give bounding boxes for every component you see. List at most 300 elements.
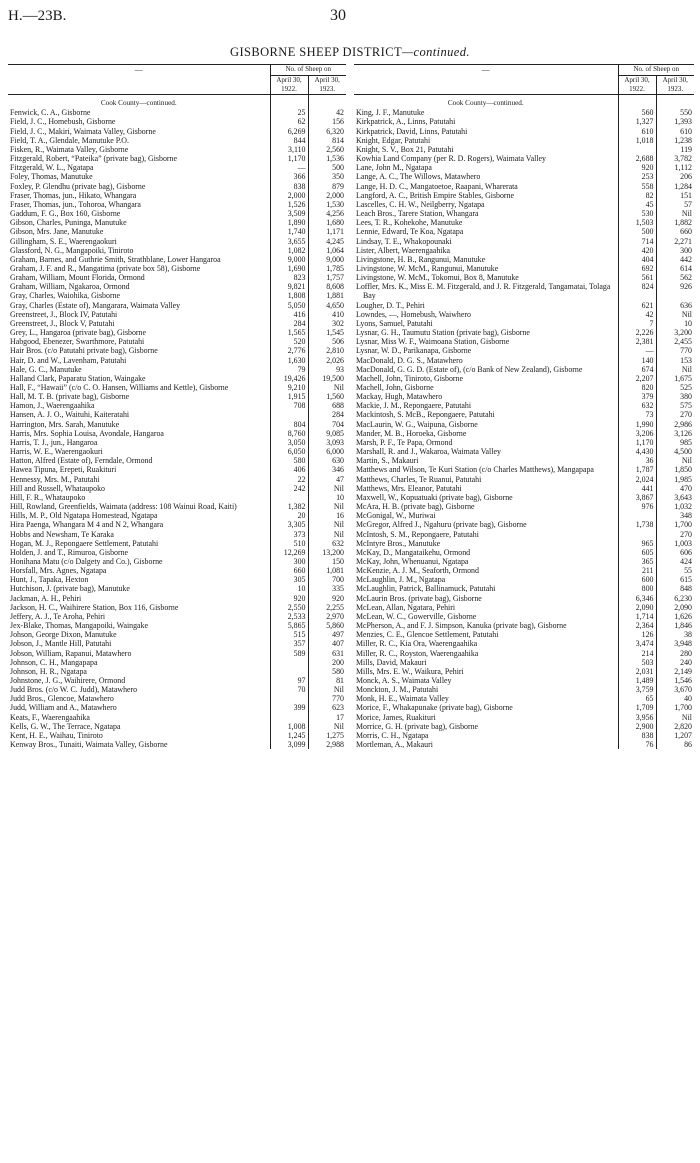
owner-name: Harrington, Mrs. Sarah, Manutuke	[10, 419, 120, 429]
sheep-1923: Nil	[308, 722, 346, 731]
sheep-1922: 373	[270, 530, 308, 539]
sheep-1923: 16	[308, 511, 346, 520]
sheep-1923: 614	[656, 264, 694, 273]
owner-name: Marsh, P. F., Te Papa, Ormond	[356, 437, 453, 447]
owner-name: Miller, R. C., Royston, Waerengaahika	[356, 648, 479, 658]
owner-name: MacLaurin, W. G., Waipuna, Gisborne	[356, 419, 478, 429]
sheep-1922: 399	[270, 703, 308, 712]
sheep-1922: 420	[618, 246, 656, 255]
sheep-1922	[618, 145, 656, 154]
sheep-1923: Nil	[656, 310, 694, 319]
sheep-1923: 1,275	[308, 731, 346, 740]
sheep-1923: 151	[656, 191, 694, 200]
table-row	[8, 282, 346, 291]
owner-name: Hira Paenga, Whangara M 4 and N 2, Whangara	[10, 520, 164, 530]
sheep-1923: Nil	[656, 209, 694, 218]
sheep-1922: 3,050	[270, 438, 308, 447]
sheep-1923: 1,207	[656, 731, 694, 740]
sheep-1922: 6,050	[270, 447, 308, 456]
sheep-1923: 3,643	[656, 493, 694, 502]
owner-name: Field, T. A., Glendale, Manutuke P.O.	[10, 135, 129, 145]
sheep-1922: 211	[618, 566, 656, 575]
sheep-1923: 2,820	[656, 722, 694, 731]
sheep-1923: 615	[656, 575, 694, 584]
sheep-1922: 97	[270, 676, 308, 685]
sheep-1923: 610	[656, 127, 694, 136]
owner-name: Hawea Tipuna, Erepeti, Ruakituri	[10, 465, 117, 475]
owner-name: Gibson, Charles, Puninga, Manutuke	[10, 218, 127, 228]
owner-name: Hobbs and Newsham, Te Karaka	[10, 529, 114, 539]
sheep-1923: 1,546	[656, 676, 694, 685]
owner-name: Mackay, Hugh, Matawhero	[356, 392, 443, 402]
owner-name: McLaughlin, Patrick, Ballinamuck, Patutahi	[356, 584, 496, 594]
table-row	[354, 740, 694, 749]
sheep-1923: 920	[308, 594, 346, 603]
owner-name: Lister, Albert, Waerengaahika	[356, 245, 450, 255]
table-row	[8, 429, 346, 438]
table-row	[8, 502, 346, 511]
sheep-1922: —	[618, 346, 656, 355]
table-row	[8, 658, 346, 667]
sheep-1922: 416	[270, 310, 308, 319]
sheep-1923: 119	[656, 145, 694, 154]
sheep-1923: 407	[308, 639, 346, 648]
owner-name: Lange, H. D. C., Mangatoetoe, Raapani, Wharerata	[356, 181, 518, 191]
sheep-1922: 70	[270, 685, 308, 694]
table-row	[354, 328, 694, 337]
sheep-1923: 4,500	[656, 447, 694, 456]
owner-name: MacDonald, D. G. S., Matawhero	[356, 355, 463, 365]
owner-name: Johnson, C. H., Mangapapa	[10, 657, 98, 667]
sheep-1923: 3,093	[308, 438, 346, 447]
sheep-1923: 2,090	[656, 603, 694, 612]
year-1922-line2: 1922.	[281, 85, 297, 94]
table-row	[8, 374, 346, 383]
owner-name: Judd, William and A., Matawhero	[10, 703, 117, 713]
owner-name: Honihana Matu (c/o Dalgety and Co.), Gisborne	[10, 556, 163, 566]
owner-name: McAra, H. B. (private bag), Gisborne	[356, 502, 475, 512]
sheep-1923: 200	[308, 658, 346, 667]
sheep-1923: 270	[656, 530, 694, 539]
table-row	[8, 667, 346, 676]
sheep-1923: 240	[656, 658, 694, 667]
table-row	[354, 685, 694, 694]
owner-name: Keats, F., Waerengaahika	[10, 712, 90, 722]
sheep-1922: 3,759	[618, 685, 656, 694]
sheep-1923: 6,230	[656, 594, 694, 603]
owner-name: Judd Bros., Glencoe, Matawhero	[10, 694, 114, 704]
sheep-1923: 1,785	[308, 264, 346, 273]
table-row	[354, 667, 694, 676]
sheep-1922	[270, 713, 308, 722]
table-row	[354, 584, 694, 593]
table-row	[354, 520, 694, 529]
owner-name: Hair Bros. (c/o Patutahi private bag), Gisborne	[10, 346, 158, 356]
table-row	[8, 520, 346, 529]
sheep-1922: 2,031	[618, 667, 656, 676]
table-row	[8, 484, 346, 493]
table-row	[8, 548, 346, 557]
year-1922-line1-right: April 30,	[624, 76, 650, 84]
owner-name: Langford, A. C., British Empire Stables, Gisborne	[356, 190, 515, 200]
sheep-1922: 800	[618, 584, 656, 593]
section-heading-right: Cook County—continued.	[447, 99, 524, 108]
table-row	[354, 310, 694, 319]
sheep-1922: 1,082	[270, 246, 308, 255]
table-row	[354, 475, 694, 484]
owner-name: Hatton, Alfred (Estate of), Ferndale, Ormond	[10, 456, 153, 466]
table-row	[354, 502, 694, 511]
sheep-1923: 10	[656, 319, 694, 328]
table-row	[354, 383, 694, 392]
sheep-1922: 3,655	[270, 237, 308, 246]
sheep-1922: 976	[618, 502, 656, 511]
table-row	[8, 530, 346, 539]
table-row	[8, 703, 346, 712]
owner-name: Halland Clark, Paparatu Station, Waingake	[10, 373, 146, 383]
sheep-1922: 36	[618, 456, 656, 465]
sheep-1923: 350	[308, 172, 346, 181]
table-row	[8, 447, 346, 456]
table-row	[8, 676, 346, 685]
sheep-1923: 1,700	[656, 520, 694, 529]
year-1922-line1: April 30,	[276, 76, 302, 84]
table-row	[8, 410, 346, 419]
sheep-1923: 38	[656, 630, 694, 639]
sheep-1922: 1,245	[270, 731, 308, 740]
owner-name: Hogan, M. J., Repongaere Settlement, Patutahi	[10, 538, 159, 548]
sheep-1922: 2,024	[618, 475, 656, 484]
table-row	[354, 182, 694, 191]
sheep-1923: 700	[308, 575, 346, 584]
name-column-header-right: —	[354, 65, 618, 95]
owner-name: Lennie, Edward, Te Koa, Ngatapa	[356, 227, 464, 237]
sheep-1922: 844	[270, 136, 308, 145]
sheep-1923: 632	[308, 539, 346, 548]
owner-name: Glassford, N. G., Mangapoiki, Tiniroto	[10, 245, 134, 255]
sheep-1922: 838	[270, 182, 308, 191]
owner-name: Lysnar, Miss W. F., Waimoana Station, Gisborne	[356, 337, 510, 347]
owner-name: Loffler, Mrs. K., Miss E. M. Fitzgerald, and J. R. Fitzgerald, Tangamatai, Tolaga Bay	[356, 282, 611, 301]
table-row	[354, 612, 694, 621]
sheep-1922: 305	[270, 575, 308, 584]
owner-name: McIntosh, S. M., Repongaere, Patutahi	[356, 529, 479, 539]
year-1923-line2-right: 1923.	[667, 85, 684, 94]
table-row	[8, 493, 346, 502]
owner-name: Gibson, Mrs. Jane, Manutuke	[10, 227, 104, 237]
table-row	[8, 603, 346, 612]
sheep-1922: 4,430	[618, 447, 656, 456]
table-row	[8, 557, 346, 566]
sheep-1923: 1,545	[308, 328, 346, 337]
sheep-1922: 79	[270, 365, 308, 374]
sheep-1923: Nil	[308, 484, 346, 493]
table-row	[8, 328, 346, 337]
sheep-1923: 506	[308, 337, 346, 346]
sheep-1923: 1,112	[656, 163, 694, 172]
owner-name: Fraser, Thomas, jun., Tohoroa, Whangara	[10, 199, 141, 209]
table-row	[354, 255, 694, 264]
sheep-1923: 410	[308, 310, 346, 319]
table-row	[8, 511, 346, 520]
sheep-1923: 2,026	[308, 356, 346, 365]
left-table-body	[8, 95, 346, 749]
table-row	[8, 255, 346, 264]
owner-name: Machell, John, Tiniroto, Gisborne	[356, 373, 463, 383]
owner-name: Livingstone, W. McM., Tokomui, Box 8, Manutuke	[356, 273, 519, 283]
sheep-1922: 589	[270, 649, 308, 658]
table-row	[354, 365, 694, 374]
sheep-1923: 93	[308, 365, 346, 374]
sheep-1922: 503	[618, 658, 656, 667]
sheep-1922	[270, 493, 308, 502]
owner-name: McKenzie, A. J. M., Seaforth, Ormond	[356, 566, 479, 576]
sheep-1922: 1,709	[618, 703, 656, 712]
sheep-1923: 153	[656, 356, 694, 365]
sheep-1923: 40	[656, 694, 694, 703]
owner-name: Matthews and Wilson, Te Kuri Station (c/o Charles Matthews), Mangapapa	[356, 465, 594, 475]
sheep-1922: 1,382	[270, 502, 308, 511]
sheep-1922: 284	[270, 319, 308, 328]
table-row	[8, 237, 346, 246]
owner-name: Kirkpatrick, A., Linns, Patutahi	[356, 117, 456, 127]
owner-name: Kowhia Land Company (per R. D. Rogers), Waimata Valley	[356, 154, 546, 164]
sheep-heading-right: No. of Sheep on	[618, 65, 694, 76]
owner-name: Greenstreet, J., Block IV, Patutahi	[10, 309, 118, 319]
table-row	[8, 154, 346, 163]
sheep-1923: 300	[656, 246, 694, 255]
sheep-1922: 3,110	[270, 145, 308, 154]
owner-name: Monk, H. E., Waimata Valley	[356, 694, 449, 704]
table-row	[8, 136, 346, 145]
owner-name: Graham, William, Mount Florida, Ormond	[10, 273, 145, 283]
table-row	[354, 420, 694, 429]
sheep-1922: 838	[618, 731, 656, 740]
sheep-1923: 1,284	[656, 182, 694, 191]
page-title	[0, 45, 700, 60]
table-row	[354, 676, 694, 685]
sheep-1922: 560	[618, 108, 656, 117]
owner-name: Lange, A. C., The Willows, Matawhero	[356, 172, 481, 182]
table-row	[354, 594, 694, 603]
table-row	[8, 337, 346, 346]
title-suffix: —continued.	[402, 45, 470, 59]
owner-name: Monckton, J. M., Patutahi	[356, 685, 439, 695]
sheep-1922	[270, 694, 308, 703]
owner-name: Jeffery, A. J., Te Aroha, Pehiri	[10, 611, 106, 621]
sheep-1923: 704	[308, 420, 346, 429]
owner-name: Gillingham, S. E., Waerengaokuri	[10, 236, 117, 246]
table-row	[8, 731, 346, 740]
sheep-1923: 81	[308, 676, 346, 685]
sheep-1923: 4,245	[308, 237, 346, 246]
sheep-1922: 1,690	[270, 264, 308, 273]
table-row	[8, 310, 346, 319]
year-1923-line2: 1923.	[319, 85, 336, 94]
owner-name: Judd Bros. (c/o W. C. Judd), Matawhero	[10, 685, 138, 695]
table-row	[354, 136, 694, 145]
owner-name: King, J. F., Manutuke	[356, 108, 425, 118]
owner-name: Fitzgerald, W. L., Ngatapa	[10, 163, 94, 173]
owner-name: Marshall, R. and J., Wakaroa, Waimata Valley	[356, 447, 501, 457]
sheep-1922: 1,890	[270, 218, 308, 227]
right-table-body	[354, 95, 694, 749]
table-row	[8, 539, 346, 548]
sheep-1922: 6,346	[618, 594, 656, 603]
sheep-1922: 253	[618, 172, 656, 181]
sheep-1922: 10	[270, 584, 308, 593]
table-row	[354, 401, 694, 410]
sheep-1923: 284	[308, 410, 346, 419]
table-row	[8, 117, 346, 126]
owner-name: Mills, Mrs. E. W., Waikura, Pehiri	[356, 666, 464, 676]
owner-name: Lowndes, —, Homebush, Waiwhero	[356, 309, 471, 319]
owner-name: Fraser, Thomas, jun., Hikato, Whangara	[10, 190, 137, 200]
sheep-1922: 2,090	[618, 603, 656, 612]
table-row	[354, 209, 694, 218]
sheep-1922: 1,327	[618, 117, 656, 126]
year-1923-header-right	[656, 76, 694, 95]
sheep-1923: 6,000	[308, 447, 346, 456]
owner-name: Hill and Russell, Whataupoko	[10, 483, 105, 493]
sheep-1923: 497	[308, 630, 346, 639]
table-row	[354, 319, 694, 328]
sheep-1923: 1,985	[656, 475, 694, 484]
table-row	[8, 475, 346, 484]
sheep-1923: 1,882	[656, 218, 694, 227]
table-row	[8, 420, 346, 429]
sheep-1922: 19,426	[270, 374, 308, 383]
sheep-1922: 1,170	[270, 154, 308, 163]
owner-name: Graham, J. F. and R., Mangatima (private box 58), Gisborne	[10, 263, 201, 273]
table-row	[354, 392, 694, 401]
owner-name: Kells, G. W., The Terrace, Ngatapa	[10, 721, 121, 731]
sheep-1922: 965	[618, 539, 656, 548]
table-row	[354, 530, 694, 539]
owner-name: Livingstone, W. McM., Rangunui, Manutuke	[356, 263, 499, 273]
sheep-1922: 1,740	[270, 227, 308, 236]
sheep-1922: 692	[618, 264, 656, 273]
table-row	[354, 108, 694, 117]
sheep-1922: 605	[618, 548, 656, 557]
table-row	[8, 594, 346, 603]
sheep-1922: 660	[270, 566, 308, 575]
sheep-1923: 47	[308, 475, 346, 484]
table-row	[8, 456, 346, 465]
table-row	[8, 108, 346, 117]
sheep-1923: 2,000	[308, 191, 346, 200]
owner-name: Miller, R. C., Kia Ora, Waerengaahika	[356, 639, 478, 649]
year-1923-header	[308, 76, 346, 95]
sheep-1923: 1,680	[308, 218, 346, 227]
table-row	[354, 337, 694, 346]
sheep-1923: Nil	[656, 456, 694, 465]
table-row	[354, 429, 694, 438]
owner-name: Graham, William, Ngakaroa, Ormond	[10, 282, 130, 292]
table-row	[354, 237, 694, 246]
owner-name: Fitzgerald, Robert, “Pateika” (private bag), Gisborne	[10, 154, 177, 164]
table-row	[354, 154, 694, 163]
sheep-1922: 1,990	[618, 420, 656, 429]
owner-name: McKay, John, Whenuanui, Ngatapa	[356, 556, 469, 566]
sheep-1923: 3,126	[656, 429, 694, 438]
owner-name: Hill, F. R., Whataupoko	[10, 492, 86, 502]
sheep-1922: 1,008	[270, 722, 308, 731]
owner-name: Kent, H. E., Waihau, Tiniroto	[10, 730, 103, 740]
sheep-1923: 2,986	[656, 420, 694, 429]
sheep-1923: 814	[308, 136, 346, 145]
owner-name: Lees, T. R., Kohekohe, Manutuke	[356, 218, 463, 228]
sheep-1922: 9,821	[270, 282, 308, 291]
table-row	[354, 273, 694, 282]
sheep-1922: 126	[618, 630, 656, 639]
sheep-1922: 1,915	[270, 392, 308, 401]
sheep-1923: 3,782	[656, 154, 694, 163]
sheep-1923: 606	[656, 548, 694, 557]
table-row	[354, 127, 694, 136]
table-row	[354, 145, 694, 154]
table-row	[8, 438, 346, 447]
sheep-1923: Nil	[308, 383, 346, 392]
sheep-1923: 926	[656, 282, 694, 300]
sheep-1922: 12,269	[270, 548, 308, 557]
sheep-1923: 1,757	[308, 273, 346, 282]
sheep-1923: 13,200	[308, 548, 346, 557]
sheep-1922: 2,550	[270, 603, 308, 612]
table-row	[8, 392, 346, 401]
sheep-1922: 5,050	[270, 301, 308, 310]
sheep-1922: 82	[618, 191, 656, 200]
owner-name: Grey, L., Hangaroa (private bag), Gisborne	[10, 328, 146, 338]
sheep-1923: 156	[308, 117, 346, 126]
table-row	[354, 191, 694, 200]
sheep-1922: 2,381	[618, 337, 656, 346]
table-row	[8, 694, 346, 703]
sheep-1923: 660	[656, 227, 694, 236]
owner-name: Morice, James, Ruakituri	[356, 712, 436, 722]
section-heading-left: Cook County—continued.	[100, 99, 177, 108]
owner-name: Johson, George Dixon, Manutuke	[10, 630, 117, 640]
sheep-1923: 4,256	[308, 209, 346, 218]
table-row	[354, 722, 694, 731]
sheep-1923: 562	[656, 273, 694, 282]
sheep-1923: 8,608	[308, 282, 346, 291]
sheep-1923: 380	[656, 392, 694, 401]
table-row	[8, 630, 346, 639]
table-row	[8, 346, 346, 355]
sheep-1923: 631	[308, 649, 346, 658]
owner-name: Mander, M. B., Horoeka, Gisborne	[356, 428, 467, 438]
owner-name: Lascelles, C. H. W., Neilgberry, Ngatapa	[356, 199, 485, 209]
sheep-1922: 8,760	[270, 429, 308, 438]
table-row	[354, 172, 694, 181]
table-row	[8, 713, 346, 722]
sheep-1922: —	[270, 163, 308, 172]
owner-name: Hall, F., “Hawaii” (c/o C. O. Hansen, Williams and Kettle), Gisborne	[10, 383, 229, 392]
sheep-1923: 19,500	[308, 374, 346, 383]
sheep-1922	[270, 410, 308, 419]
sheep-1922: 404	[618, 255, 656, 264]
sheep-1922: 1,170	[618, 438, 656, 447]
table-row	[8, 200, 346, 209]
sheep-1922: 515	[270, 630, 308, 639]
sheep-1922: 824	[618, 282, 656, 300]
table-row	[354, 163, 694, 172]
sheep-1922: 140	[618, 356, 656, 365]
sheep-1923: 2,455	[656, 337, 694, 346]
sheep-1922: 1,489	[618, 676, 656, 685]
table-row	[354, 465, 694, 474]
